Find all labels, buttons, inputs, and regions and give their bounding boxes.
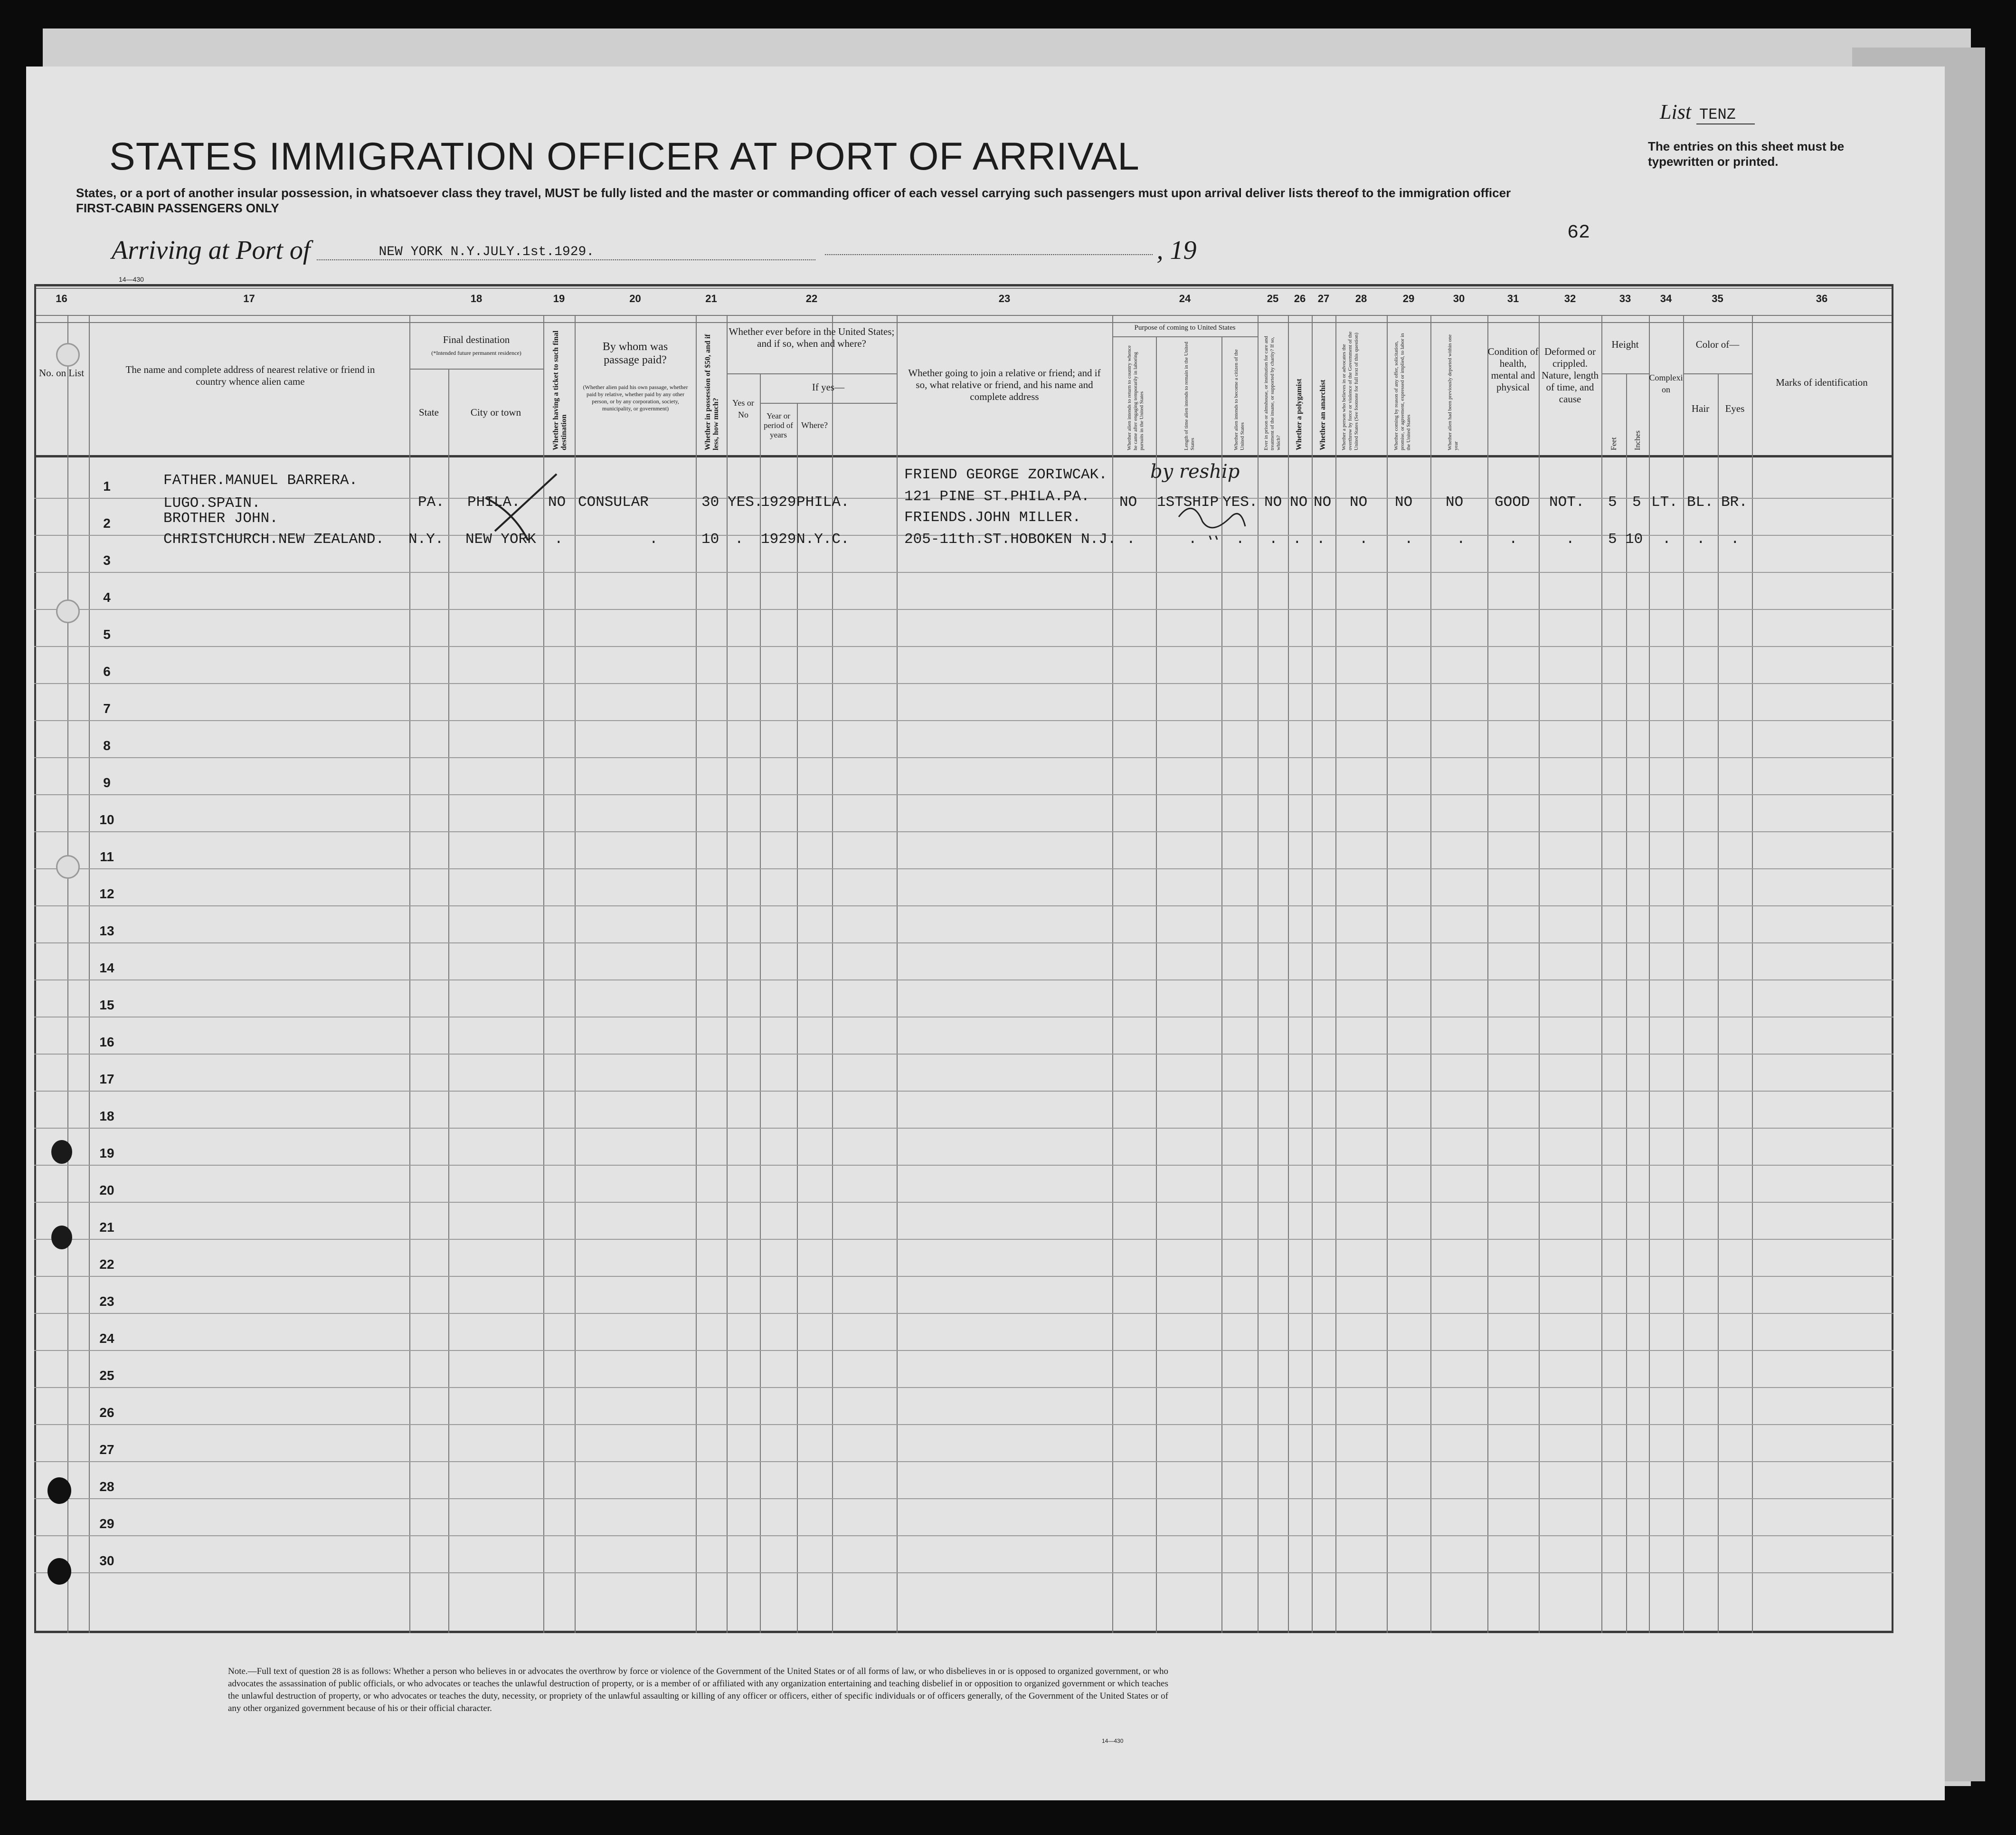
row1-city: PHILA.	[467, 494, 521, 511]
row-number: 2	[103, 516, 111, 531]
row-rule	[34, 1572, 1893, 1573]
head-c32: Deformed or crippled. Nature, length of time, and cause	[1541, 346, 1599, 405]
row-rule	[34, 1461, 1893, 1462]
header-bottom-rule	[34, 455, 1893, 457]
form-code-bottom: 14—430	[1102, 1738, 1124, 1744]
row-rule	[34, 1128, 1893, 1129]
row1-deported: NO	[1446, 494, 1464, 511]
col-line-4	[448, 369, 449, 1633]
col-line-28	[1718, 373, 1719, 1633]
row1-before: YES.	[728, 494, 763, 511]
row-number: 21	[99, 1220, 114, 1235]
row2-ditto-mark: .	[1359, 531, 1368, 548]
header-number-rule-2	[34, 322, 1893, 323]
table-top-rule	[34, 284, 1893, 286]
row1-deformed: NOT.	[1549, 494, 1585, 511]
row-number: 20	[99, 1183, 114, 1198]
row-rule	[34, 1498, 1893, 1499]
c18-sub-rule	[409, 369, 543, 370]
colnum-20: 20	[629, 293, 641, 304]
row1-ticket: NO	[548, 494, 566, 511]
colnum-32: 32	[1564, 293, 1576, 304]
row2-inches: 10	[1625, 531, 1643, 548]
typed-note: The entries on this sheet must be typewritten or printed.	[1648, 139, 1845, 169]
colnum-23: 23	[998, 293, 1011, 304]
row2-feet: 5	[1608, 531, 1617, 548]
row-number: 9	[103, 775, 111, 790]
row-number: 12	[99, 886, 114, 901]
binder-hole	[56, 599, 80, 623]
footnote: Note.—Full text of question 28 is as follows: Whether a person who believes in or advocates the overthrow by force or violence of the Government of the United States or of all forms of law, or who disbelieves in or is opposed to organized government, or who advocates the assassination of public officials, or who advocates or teaches the unlawful destruction of property, or is a member of or affiliated with any organization entertaining and teaching disbelief in or opposition to organized government or which teaches the unlawful destruction of property, or who advocates or teaches the duty, necessity, or propriety of the unlawful assaulting or killing of any officer or officers, either of specific individuals or of officers generally, of the Government of the United States or of any other organized government because of his or their official character.	[228, 1666, 1168, 1713]
row-number: 3	[103, 553, 111, 568]
row-rule	[34, 1202, 1893, 1203]
row2-ditto-mark: .	[1316, 531, 1325, 548]
row1-prison: NO	[1264, 494, 1282, 511]
row-rule	[34, 905, 1893, 906]
row-rule	[34, 609, 1893, 610]
binder-hole	[47, 1558, 71, 1585]
row-number: 26	[99, 1405, 114, 1420]
col-line-25	[1626, 373, 1627, 1633]
colnum-16: 16	[56, 293, 67, 304]
handwritten-scribble	[1174, 488, 1255, 541]
col-line-29	[1752, 315, 1753, 1633]
list-label: List TENZ	[1660, 100, 1755, 124]
row1-contract: NO	[1395, 494, 1413, 511]
head-c22-year: Year or period of years	[764, 411, 793, 439]
head-c18-title: Final destination	[443, 334, 510, 345]
head-c35-eyes: Eyes	[1725, 403, 1745, 414]
binder-hole	[56, 855, 80, 879]
head-c23: Whether going to join a relative or friend; and if so, what relative or friend, and his name and complete address	[908, 367, 1101, 402]
colnum-17: 17	[243, 293, 255, 304]
row-number: 6	[103, 664, 111, 679]
c24-sub-rule	[1112, 336, 1258, 337]
header-number-rule	[34, 315, 1893, 316]
sheet-number: 62	[1567, 222, 1590, 244]
col-line-7	[696, 315, 697, 1633]
row1-passage: CONSULAR	[578, 494, 649, 511]
col-line-22	[1487, 315, 1488, 1633]
head-c24-a: Whether alien intends to return to country whence he came after engaging temporarily in laboring pursuits in the United States	[1126, 345, 1145, 450]
head-c26: Whether a polygamist	[1295, 379, 1303, 450]
row-rule	[34, 831, 1893, 832]
head-c22-title: Whether ever before in the United States; and if so, when and where?	[729, 326, 895, 349]
row-rule	[34, 1313, 1893, 1314]
table-top-rule-2	[34, 288, 1893, 289]
row2-ditto-mark: .	[1404, 531, 1413, 548]
head-c18-city: City or town	[470, 407, 521, 418]
row1-state: PA.	[418, 494, 445, 511]
row-number: 29	[99, 1516, 114, 1531]
row-number: 5	[103, 627, 111, 642]
row2-year: 1929	[761, 531, 796, 548]
col-line-19	[1335, 315, 1336, 1633]
arriving-label: Arriving at Port of	[112, 236, 311, 265]
col-line-30	[1892, 284, 1893, 1633]
head-c27: Whether an anarchist	[1319, 380, 1327, 450]
colnum-28: 28	[1355, 293, 1367, 304]
col-line-8	[727, 315, 728, 1633]
head-c30: Whether alien had been previously deported within one year	[1447, 334, 1459, 450]
row1-complexion: LT.	[1651, 494, 1678, 511]
colnum-35: 35	[1712, 293, 1723, 304]
row2-where: N.Y.C.	[796, 531, 850, 548]
row2-passage: .	[649, 531, 658, 548]
row-rule	[34, 757, 1893, 758]
row-rule	[34, 794, 1893, 795]
row-number: 13	[99, 923, 114, 938]
head-c22-where: Where?	[801, 420, 828, 430]
colnum-30: 30	[1453, 293, 1465, 304]
colnum-19: 19	[553, 293, 565, 304]
col-line-18	[1312, 315, 1313, 1633]
row1-money: 30	[701, 494, 719, 511]
row2-join-line1: FRIENDS.JOHN MILLER.	[904, 509, 1081, 526]
row2-ditto-mark: .	[1126, 531, 1136, 548]
head-c36: Marks of identification	[1776, 377, 1868, 388]
c33-sub-rule	[1601, 373, 1649, 374]
row-rule	[34, 1091, 1893, 1092]
col-line-16	[1258, 315, 1259, 1633]
row2-ditto-mark: .	[1731, 531, 1740, 548]
colnum-27: 27	[1317, 293, 1330, 304]
handwritten-check-mark	[485, 469, 566, 541]
row-number: 1	[103, 479, 111, 494]
row2-ditto-mark: .	[1457, 531, 1466, 548]
row1-eyes: BR.	[1721, 494, 1748, 511]
row2-ditto-mark: .	[1566, 531, 1575, 548]
manifest-table	[34, 284, 1893, 1633]
colnum-34: 34	[1660, 293, 1672, 304]
arriving-line	[112, 235, 1196, 266]
colnum-24: 24	[1179, 293, 1191, 304]
row-rule	[34, 1276, 1893, 1277]
head-c24-b: Length of time alien intends to remain in the United States	[1183, 342, 1195, 450]
head-c18-sub: (*Intended future permanent residence)	[431, 350, 521, 356]
head-c19: Whether having a ticket to such final destination	[552, 330, 568, 450]
row1-hair: BL.	[1687, 494, 1713, 511]
row2-ditto-mark: .	[1509, 531, 1518, 548]
col-line-14	[1156, 336, 1157, 1633]
row1-join-line1: FRIEND GEORGE ZORIWCAK.	[904, 466, 1107, 483]
colnum-21: 21	[705, 293, 717, 304]
head-c31: Condition of health, mental and physical	[1487, 346, 1539, 393]
col-line-23	[1539, 315, 1540, 1633]
row-number: 17	[99, 1072, 114, 1086]
row-rule	[34, 868, 1893, 869]
row-number: 11	[100, 849, 114, 864]
col-line-27	[1683, 315, 1684, 1633]
row2-ditto-mark: .	[1662, 531, 1671, 548]
row2-relative-line2: CHRISTCHURCH.NEW ZEALAND.	[163, 531, 385, 548]
head-c29: Whether coming by reason of any offer, solicitation, promise, or agreement, expressed or implied, to labor in the United States	[1393, 333, 1411, 450]
head-c33-feet: Feet	[1610, 437, 1618, 450]
col-line-13	[1112, 315, 1113, 1633]
col-line-6	[575, 315, 576, 1633]
row1-return: NO	[1119, 494, 1137, 511]
row1-where: PHILA.	[796, 494, 850, 511]
row2-join-line2: 205-11th.ST.HOBOKEN N.J.	[904, 531, 1117, 548]
col-line-24	[1601, 315, 1602, 1633]
row-rule	[34, 1387, 1893, 1388]
row-number: 10	[99, 812, 114, 827]
head-c17: The name and complete address of nearest relative or friend in country whence alien came	[125, 364, 375, 387]
colnum-36: 36	[1816, 293, 1828, 304]
row2-relative-line1: BROTHER JOHN.	[163, 510, 278, 527]
colnum-33: 33	[1619, 293, 1631, 304]
col-line-11	[832, 315, 833, 1633]
row2-before: .	[735, 531, 744, 548]
row-number: 28	[99, 1479, 114, 1494]
colnum-22: 22	[805, 293, 818, 304]
row2-money: 10	[701, 531, 719, 548]
row1-length: 1STSHIP	[1157, 494, 1219, 511]
c22-sub-rule	[727, 373, 897, 374]
colnum-29: 29	[1402, 293, 1415, 304]
head-c21: Whether in possession of $50, and if less, how much?	[704, 334, 720, 450]
col-line-12	[897, 315, 898, 1633]
row1-citizen: YES.	[1222, 494, 1258, 511]
row-number: 14	[99, 960, 114, 975]
head-c28: Whether a person who believes in or advocates the overthrow by force or violence of the Government of the United States (See footnote for full text of this question)	[1341, 331, 1359, 450]
colnum-25: 25	[1267, 293, 1279, 304]
row-rule	[34, 646, 1893, 647]
colnum-18: 18	[470, 293, 483, 304]
list-value: TENZ	[1696, 106, 1755, 124]
subtitle-line2: FIRST-CABIN PASSENGERS ONLY	[76, 201, 279, 215]
binder-hole	[56, 343, 80, 367]
col-line-10	[797, 403, 798, 1633]
head-c20-sub: (Whether alien paid his own passage, whether paid by relative, whether paid by any other person, or by any corporation, society, municipality, or government)	[583, 384, 688, 412]
head-c34: Complexion	[1649, 373, 1683, 394]
row2-ditto-mark: .	[1269, 531, 1278, 548]
page-title: STATES IMMIGRATION OFFICER AT PORT OF ARRIVAL	[109, 135, 1140, 178]
head-c18-state: State	[419, 407, 439, 418]
row-number: 4	[103, 590, 111, 605]
col-line-17	[1288, 315, 1289, 1633]
table-bottom-rule	[34, 1631, 1893, 1633]
row-rule	[34, 720, 1893, 721]
row-rule	[34, 1535, 1893, 1536]
head-c20: By whom was passage paid?	[602, 341, 668, 366]
row-number: 18	[99, 1109, 114, 1123]
row-rule	[34, 1239, 1893, 1240]
row-rule	[34, 1165, 1893, 1166]
row-number: 30	[99, 1553, 114, 1568]
head-c24-c: Whether alien intends to become a citizen of the United States	[1233, 349, 1245, 450]
head-c33-title: Height	[1611, 339, 1639, 350]
row-number: 8	[103, 738, 111, 753]
row-rule	[34, 1424, 1893, 1425]
c22-sub-rule-2	[760, 403, 897, 404]
binder-hole	[47, 1477, 71, 1504]
row-number: 22	[99, 1257, 114, 1272]
row-number: 16	[99, 1035, 114, 1049]
row2-ditto-mark: .	[1696, 531, 1705, 548]
head-c24-title: Purpose of coming to United States	[1134, 324, 1236, 332]
row-rule	[34, 1054, 1893, 1055]
colnum-26: 26	[1294, 293, 1306, 304]
row2-ticket: .	[554, 531, 563, 548]
row-number: 7	[103, 701, 111, 716]
row2-ditto-mark: .	[1293, 531, 1302, 548]
row2-city: NEW YORK	[465, 531, 536, 548]
row1-anarchist: NO	[1314, 494, 1332, 511]
row2-ditto-mark: .	[1188, 531, 1197, 548]
col-line-26	[1649, 315, 1650, 1633]
handwritten-note: by reship	[1150, 461, 1240, 483]
head-c35-hair: Hair	[1691, 403, 1710, 414]
row1-year: 1929	[761, 494, 796, 511]
row1-relative-line2: LUGO.SPAIN.	[163, 495, 261, 512]
row1-relative-line1: FATHER.MANUEL BARRERA.	[163, 472, 358, 489]
row-rule	[34, 1350, 1893, 1351]
row-number: 25	[99, 1368, 114, 1383]
arriving-value: NEW YORK N.Y.JULY.1st.1929.	[317, 245, 815, 260]
row2-ditto-mark: .	[1236, 531, 1245, 548]
colnum-31: 31	[1507, 293, 1519, 304]
row1-join-line2: 121 PINE ST.PHILA.PA.	[904, 488, 1090, 505]
col-line-20	[1387, 315, 1388, 1633]
row1-inches: 5	[1632, 494, 1641, 511]
col-line-3	[409, 315, 410, 1633]
row-number: 15	[99, 998, 114, 1012]
col-line-9	[760, 373, 761, 1633]
row1-overthrow: NO	[1350, 494, 1368, 511]
head-c16: No. on List	[38, 367, 85, 379]
row-rule	[34, 979, 1893, 980]
row-number: 19	[99, 1146, 114, 1160]
binder-hole	[51, 1226, 72, 1249]
row-rule	[34, 572, 1893, 573]
col-line-21	[1430, 315, 1431, 1633]
row-number: 24	[99, 1331, 114, 1346]
row1-polygamist: NO	[1290, 494, 1308, 511]
form-code-top: 14—430	[119, 276, 144, 283]
row-number: 27	[99, 1442, 114, 1457]
head-c25: Ever in prison or almshouse, or institution for care and treatment of the insane, or supported by charity? If so, which?	[1263, 336, 1281, 450]
row1-feet: 5	[1608, 494, 1617, 511]
col-line-1	[67, 315, 68, 1633]
col-line-2	[89, 315, 90, 1633]
subtitle-line1: States, or a port of another insular possession, in whatsoever class they travel, MUST be fully listed and the master or commanding officer of each vessel carrying such passengers must upon arrival deliver lists thereof to the immigration officer	[76, 186, 1511, 200]
row1-health: GOOD	[1495, 494, 1530, 511]
row-rule	[34, 683, 1893, 684]
col-line-0	[34, 284, 36, 1633]
head-c22-yesno: Yes or No	[732, 398, 754, 419]
row-number: 23	[99, 1294, 114, 1309]
row-rule	[34, 942, 1893, 943]
row2-state: N.Y.	[408, 531, 444, 548]
binder-hole	[51, 1140, 72, 1164]
arriving-blank	[825, 254, 1153, 255]
head-c22-ifyes: If yes—	[812, 381, 845, 393]
head-c35-title: Color of—	[1695, 339, 1740, 350]
subtitle	[76, 185, 1511, 216]
head-c33-inches: Inches	[1634, 430, 1642, 450]
year-label: , 19	[1156, 236, 1197, 265]
